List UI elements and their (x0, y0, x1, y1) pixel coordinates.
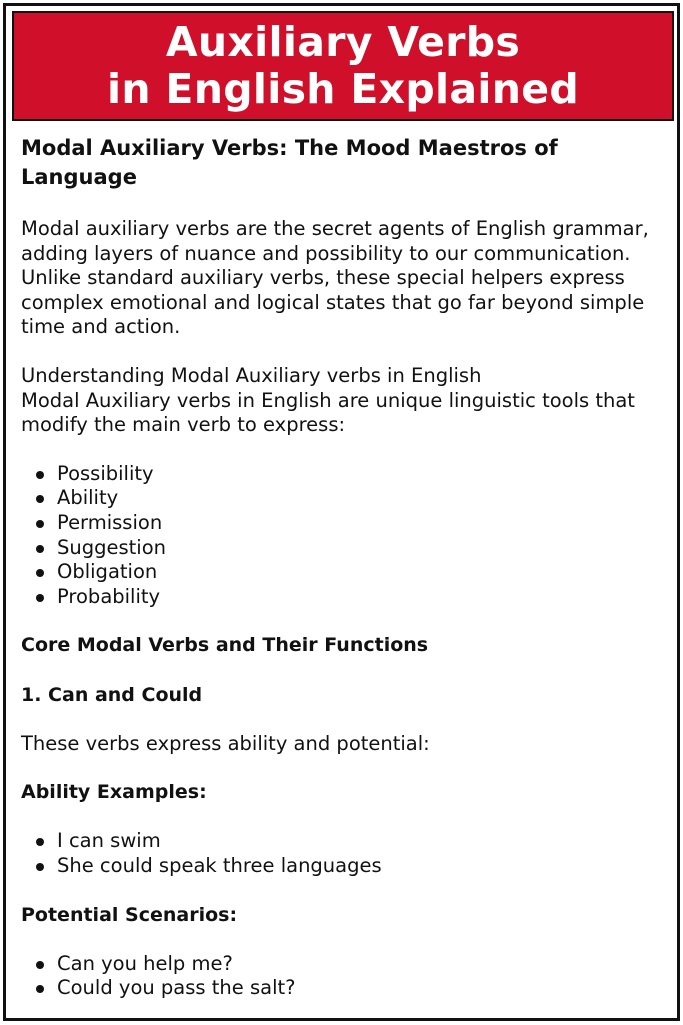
understanding-paragraph (21, 364, 668, 438)
potential-scenarios-heading: Potential Scenarios: (21, 903, 238, 926)
article-content (18, 134, 668, 1025)
banner-title-line-1: Auxiliary Verbs (165, 18, 521, 66)
intro-line: Unlike standard auxiliary verbs, these special helpers express (21, 266, 625, 290)
intro-paragraph (21, 217, 668, 340)
ability-examples-heading: Ability Examples: (21, 781, 207, 804)
list-item-label: She could speak three languages (57, 854, 382, 878)
list-item (18, 854, 668, 879)
list-item (18, 486, 668, 511)
section-heading-line-1: Modal Auxiliary Verbs: The Mood Maestros of (21, 136, 558, 160)
bullet-icon (36, 863, 44, 871)
can-could-text (21, 732, 668, 757)
intro-line: time and action. (21, 315, 181, 339)
can-could-heading: 1. Can and Could (21, 683, 203, 706)
core-modal-heading: Core Modal Verbs and Their Functions (21, 634, 429, 657)
list-item-label: Could you pass the salt? (57, 976, 296, 1000)
list-item (18, 560, 668, 585)
list-item-label: Ability (57, 486, 119, 510)
list-item (18, 511, 668, 536)
page-frame (3, 3, 680, 1021)
bullet-icon (36, 594, 44, 602)
list-item-label: Permission (57, 510, 163, 534)
list-item-label: Suggestion (57, 535, 167, 559)
section-heading-line-2: Language (21, 165, 137, 189)
list-item-label: I can swim (57, 829, 161, 853)
can-could-line: These verbs express ability and potential: (21, 731, 430, 755)
bullet-icon (36, 471, 44, 479)
potential-examples-list (18, 952, 668, 1001)
bullet-icon (36, 985, 44, 993)
list-item (18, 585, 668, 610)
title-banner (12, 11, 674, 121)
list-item (18, 952, 668, 977)
bullet-icon (36, 961, 44, 969)
bullet-icon (36, 545, 44, 553)
list-item (18, 829, 668, 854)
list-item-label: Obligation (57, 560, 158, 584)
bullet-icon (36, 520, 44, 528)
list-item (18, 536, 668, 561)
intro-line: Modal auxiliary verbs are the secret agents of English grammar, (21, 217, 649, 240)
functions-list (18, 462, 668, 610)
bullet-icon (36, 495, 44, 503)
section-heading (21, 134, 668, 192)
bullet-icon (36, 838, 44, 846)
banner-title-line-2: in English Explained (107, 65, 579, 113)
list-item-label: Possibility (57, 461, 154, 485)
intro-line: adding layers of nuance and possibility to our communication. (21, 241, 631, 265)
ability-examples-list (18, 829, 668, 878)
list-item-label: Probability (57, 584, 161, 608)
understanding-line: Understanding Modal Auxiliary verbs in English (21, 363, 482, 387)
intro-line: complex emotional and logical states that go far beyond simple (21, 290, 645, 314)
understanding-line: modify the main verb to express: (21, 413, 346, 437)
understanding-line: Modal Auxiliary verbs in English are unique linguistic tools that (21, 388, 635, 412)
bullet-icon (36, 569, 44, 577)
list-item-label: Can you help me? (57, 951, 233, 975)
list-item (18, 976, 668, 1001)
list-item (18, 462, 668, 487)
